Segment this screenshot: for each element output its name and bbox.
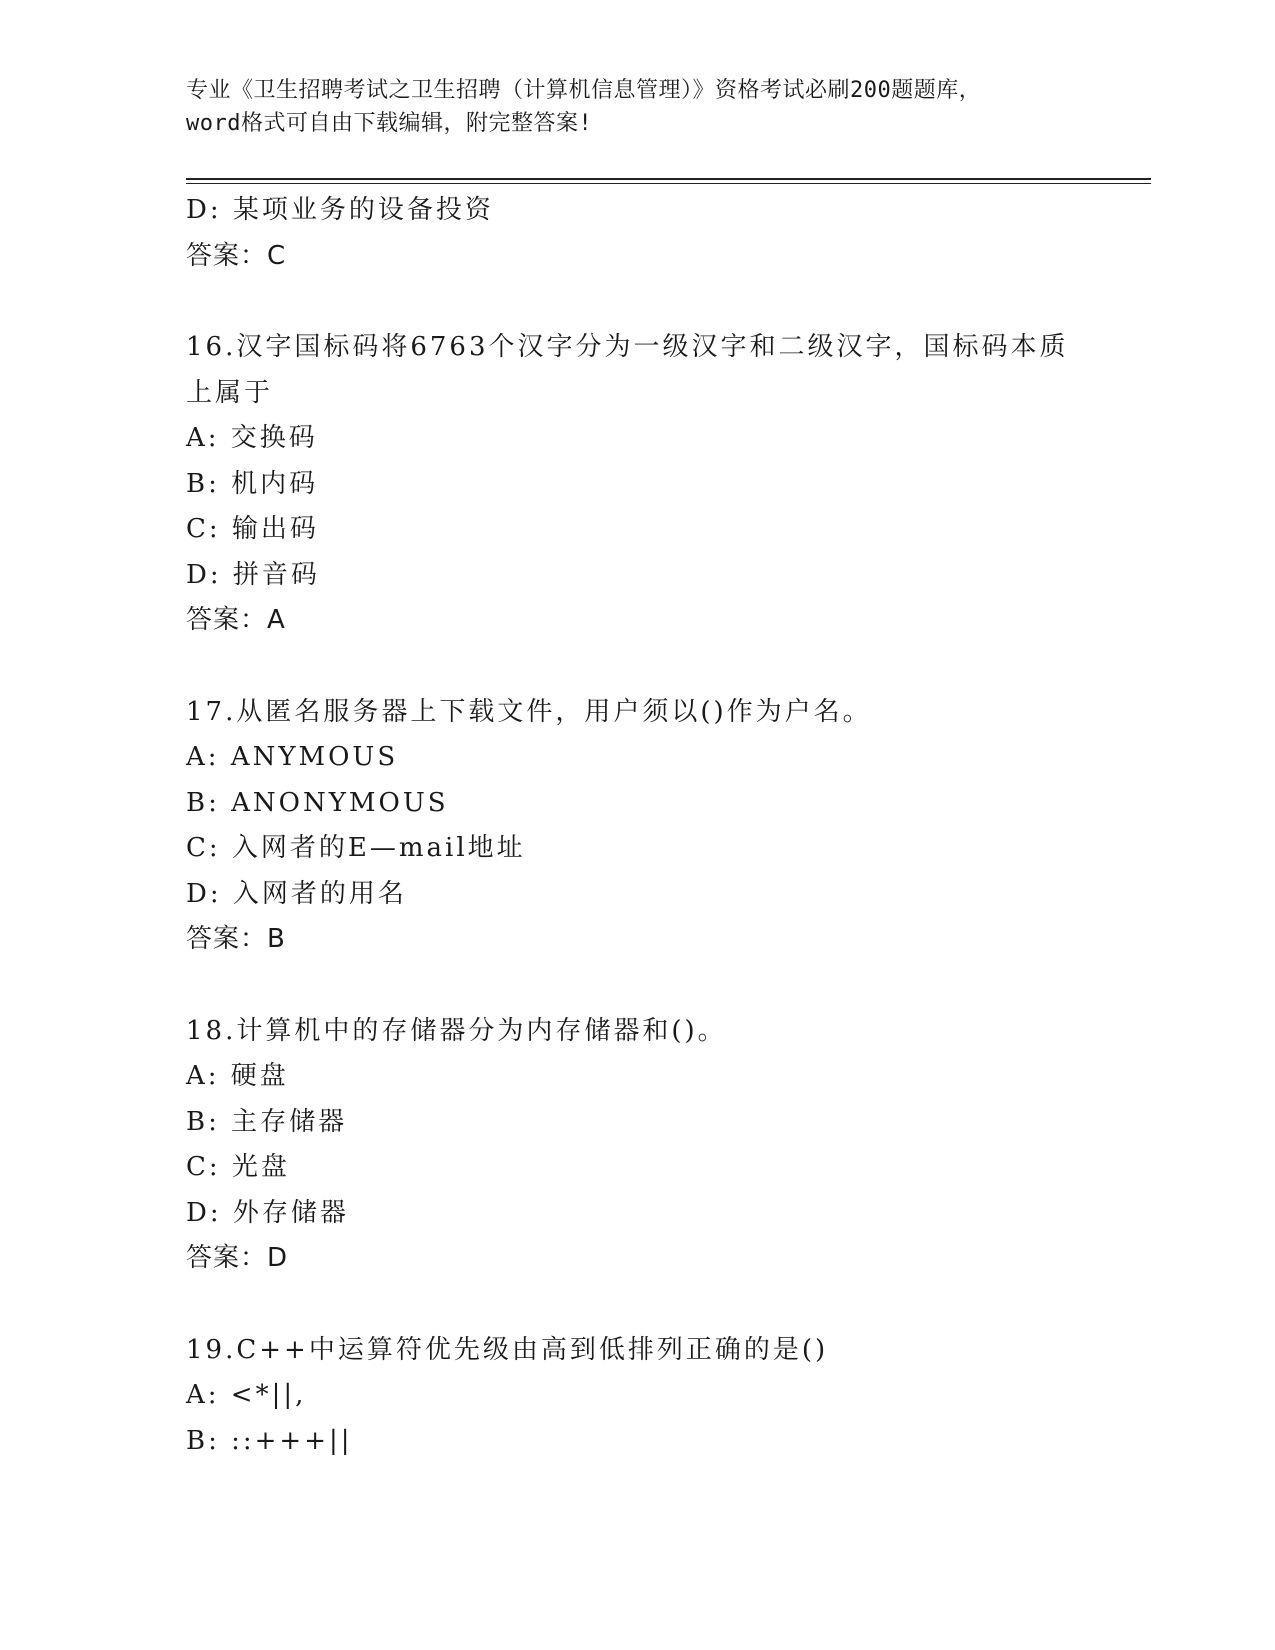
question-block-17	[186, 690, 1151, 963]
option-b: B: ANONYMOUS	[186, 787, 449, 818]
option-a: A: 交换码	[186, 423, 318, 453]
answer-line: 答案：D	[186, 1243, 289, 1273]
header-divider-thin	[186, 183, 1151, 184]
answer-line: 答案：A	[186, 605, 286, 635]
option-a: A: 硬盘	[186, 1061, 289, 1091]
question-block-15	[186, 188, 1151, 279]
block-spacer	[186, 1282, 1151, 1328]
question-block-16	[186, 325, 1151, 644]
option-b: B: 机内码	[186, 468, 319, 499]
question-text-line1: 18.计算机中的存储器分为内存储器和()。	[186, 1015, 727, 1046]
option-c: C: 输出码	[186, 514, 319, 544]
header-divider-thick	[186, 178, 1151, 180]
block-spacer	[186, 644, 1151, 690]
header-title-line2: word格式可自由下载编辑，附完整答案!	[186, 111, 593, 136]
option-a: A: ANYMOUS	[186, 742, 399, 772]
answer-line: 答案：B	[186, 924, 286, 954]
header-title-line1: 专业《卫生招聘考试之卫生招聘（计算机信息管理）》资格考试必刷200题题库，	[186, 78, 982, 103]
option-b: B: ::+++||	[186, 1425, 353, 1456]
question-text-line1: 16.汉字国标码将6763个汉字分为一级汉字和二级汉字，国标码本质	[186, 332, 1069, 362]
option-c: C: 光盘	[186, 1152, 290, 1182]
answer-line: 答案：C	[186, 240, 287, 271]
document-header	[186, 74, 1086, 140]
block-spacer	[186, 279, 1151, 325]
option-d: D: 外存储器	[186, 1197, 349, 1228]
question-text-line1: 19.C++中运算符优先级由高到低排列正确的是()	[186, 1334, 829, 1365]
option-d: D: 某项业务的设备投资	[186, 195, 494, 225]
option-a: A: <*||,	[186, 1380, 307, 1410]
question-block-19	[186, 1328, 1151, 1465]
question-text-line1: 17.从匿名服务器上下载文件，用户须以()作为户名。	[186, 696, 872, 727]
block-spacer	[186, 963, 1151, 1009]
option-b: B: 主存储器	[186, 1106, 348, 1137]
question-block-18	[186, 1009, 1151, 1282]
option-d: D: 入网者的用名	[186, 878, 407, 909]
question-text-line2: 上属于	[186, 377, 274, 408]
question-content	[186, 188, 1151, 1464]
option-c: C: 入网者的E—mail地址	[186, 833, 526, 863]
option-d: D: 拼音码	[186, 559, 320, 590]
